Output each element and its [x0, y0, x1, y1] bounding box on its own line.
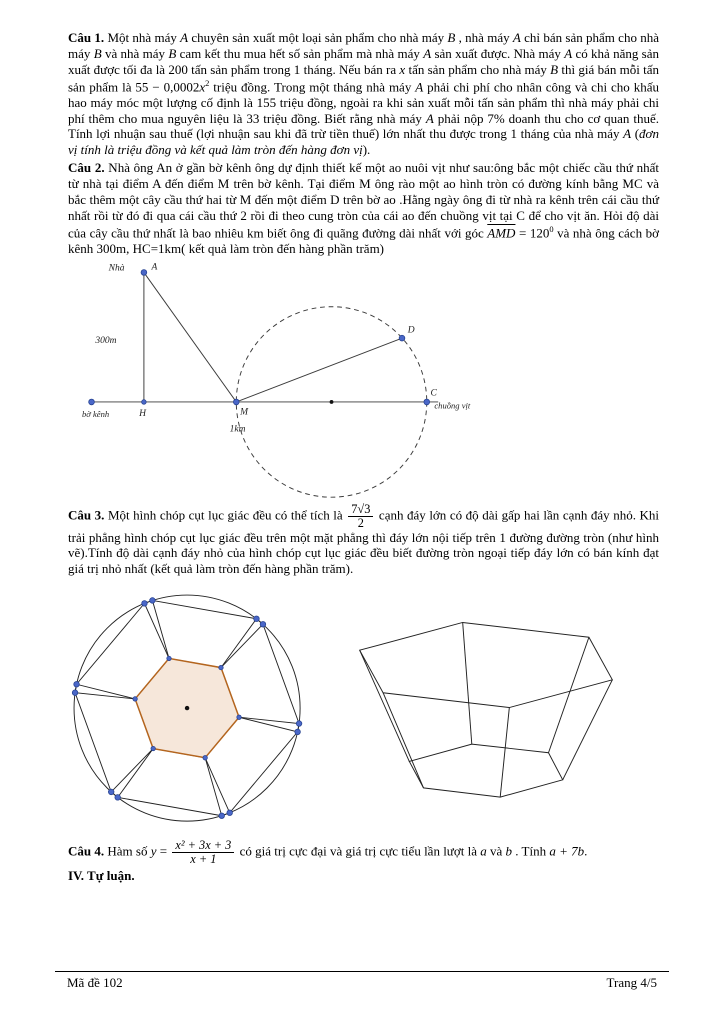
frustum-3d-figure	[342, 593, 630, 833]
section-iv-heading: IV. Tự luận.	[68, 868, 135, 884]
exam-code: Mã đề 102	[67, 975, 123, 990]
page-footer	[55, 971, 669, 991]
label-chuongvit: chuồng vịt	[434, 400, 471, 411]
diagram-labels	[82, 262, 471, 434]
label-D: D	[407, 325, 415, 336]
frustum-top-face	[360, 623, 613, 708]
label-bokenh: bờ kênh	[82, 408, 110, 419]
label-nha: Nhà	[108, 263, 125, 274]
point-M	[233, 399, 239, 405]
frustum-net-figure	[62, 583, 314, 835]
label-H: H	[139, 408, 147, 419]
bridge2-line	[236, 338, 402, 402]
frustum-bottom-face	[409, 744, 562, 797]
page-number: Trang 4/5	[606, 975, 657, 990]
label-C: C	[430, 387, 437, 398]
duck-pond-diagram	[82, 261, 482, 501]
pond-center-dot	[330, 400, 334, 404]
frustum-figures	[62, 583, 659, 835]
question-4: Câu 4. Hàm số y = $\frac{\text{x² + 3x + 3}}{x + 1}$ có giá trị cực đại và giá trị cực tiểu lần lượt là a và b . Tính a + 7b.	[68, 838, 588, 867]
question-1: Câu 1. Một nhà máy A chuyên sản xuất một loại sản phẩm cho nhà máy B , nhà máy A chỉ bán sản phẩm cho nhà máy B và nhà máy B cam kết thu mua hết số sản phẩm mà nhà máy A sản xuất được. Nhà máy A có khả năng sản xuất được tối đa là 200 tấn sản phẩm trong 1 tháng. Nếu bán ra x tấn sản phẩm cho nhà máy B thì giá bán mỗi tấn sản phẩm là $55 - 0,0002x^2$ triệu đồng. Trong một tháng nhà máy A phải chi phí cho nhân công và chi cho khấu hao máy móc một lượng cố định là 155 triệu đồng, ngoài ra khi sản xuất mỗi tấn sản phẩm thì nhà máy phải chi phí thêm cho mua nguyên liệu là 33 triệu đồng. Biết rằng nhà máy A phải nộp 7% doanh thu cho cơ quan thuế. Tính lợi nhuận sau thuế (lợi nhuận sau khi đã trừ tiền thuế) lớn nhất thu được trong 1 tháng của nhà máy A (đơn vị tính là triệu đồng và kết quả làm tròn đến hàng đơn vị).	[68, 30, 660, 158]
diagram-lines	[90, 272, 439, 402]
point-H	[142, 399, 147, 404]
diagram-points	[89, 269, 430, 404]
net-center-dot	[185, 706, 189, 710]
frustum-edges	[360, 623, 613, 798]
point-D	[399, 335, 405, 341]
label-M: M	[240, 407, 249, 418]
question-3: Câu 3. Một hình chóp cụt lục giác đều có thể tích là $\frac{7√3}{2}$ cạnh đáy lớn có độ dài gấp hai lần cạnh đáy nhỏ. Khi trải phẳng hình chóp cụt lục giác đều trên một mặt phẳng thì đáy lớn nội tiếp trên 1 đường đường tròn (như hình vẽ).Tính độ dài cạnh đáy nhỏ của hình chóp cụt lục giác đều biết đường tròn ngoại tiếp đáy lớn có bán kính đạt giá trị nhỏ nhất (kết quả làm tròn đến hàng phần trăm).	[68, 501, 660, 577]
label-1km: 1km	[229, 424, 246, 435]
point-C	[424, 399, 430, 405]
point-bank-end	[89, 399, 95, 405]
bridge1-line	[144, 272, 236, 402]
question-2: Câu 2. Nhà ông An ở gần bờ kênh ông dự định thiết kế một ao nuôi vịt như sau:ông bắc một chiếc cầu thứ nhất từ nhà tại điểm A đến điểm M trên bờ kênh. Tại điểm M ông rào một ao hình tròn có đường kính bằng MC và bắc thêm một cây cầu thứ hai từ M đến một điểm D trên bờ ao .Hằng ngày ông đi từ nhà ra kênh trên cái cầu thứ nhất rồi từ đó đi qua cái cầu thứ 2 rồi đi theo cung tròn của cái ao đến chuồng vịt tại C để cho vịt ăn. Hỏi độ dài của cây cầu thứ nhất là bao nhiêu km biết ông đi quãng đường dài nhất với góc $\overline{AMD} = 120^0$ và nhà ông cách bờ kênh 300m, HC=1km( kết quả làm tròn đến hàng phần trăm)	[68, 160, 660, 256]
point-A	[141, 269, 147, 275]
label-300m: 300m	[95, 335, 117, 346]
label-A: A	[151, 262, 158, 273]
